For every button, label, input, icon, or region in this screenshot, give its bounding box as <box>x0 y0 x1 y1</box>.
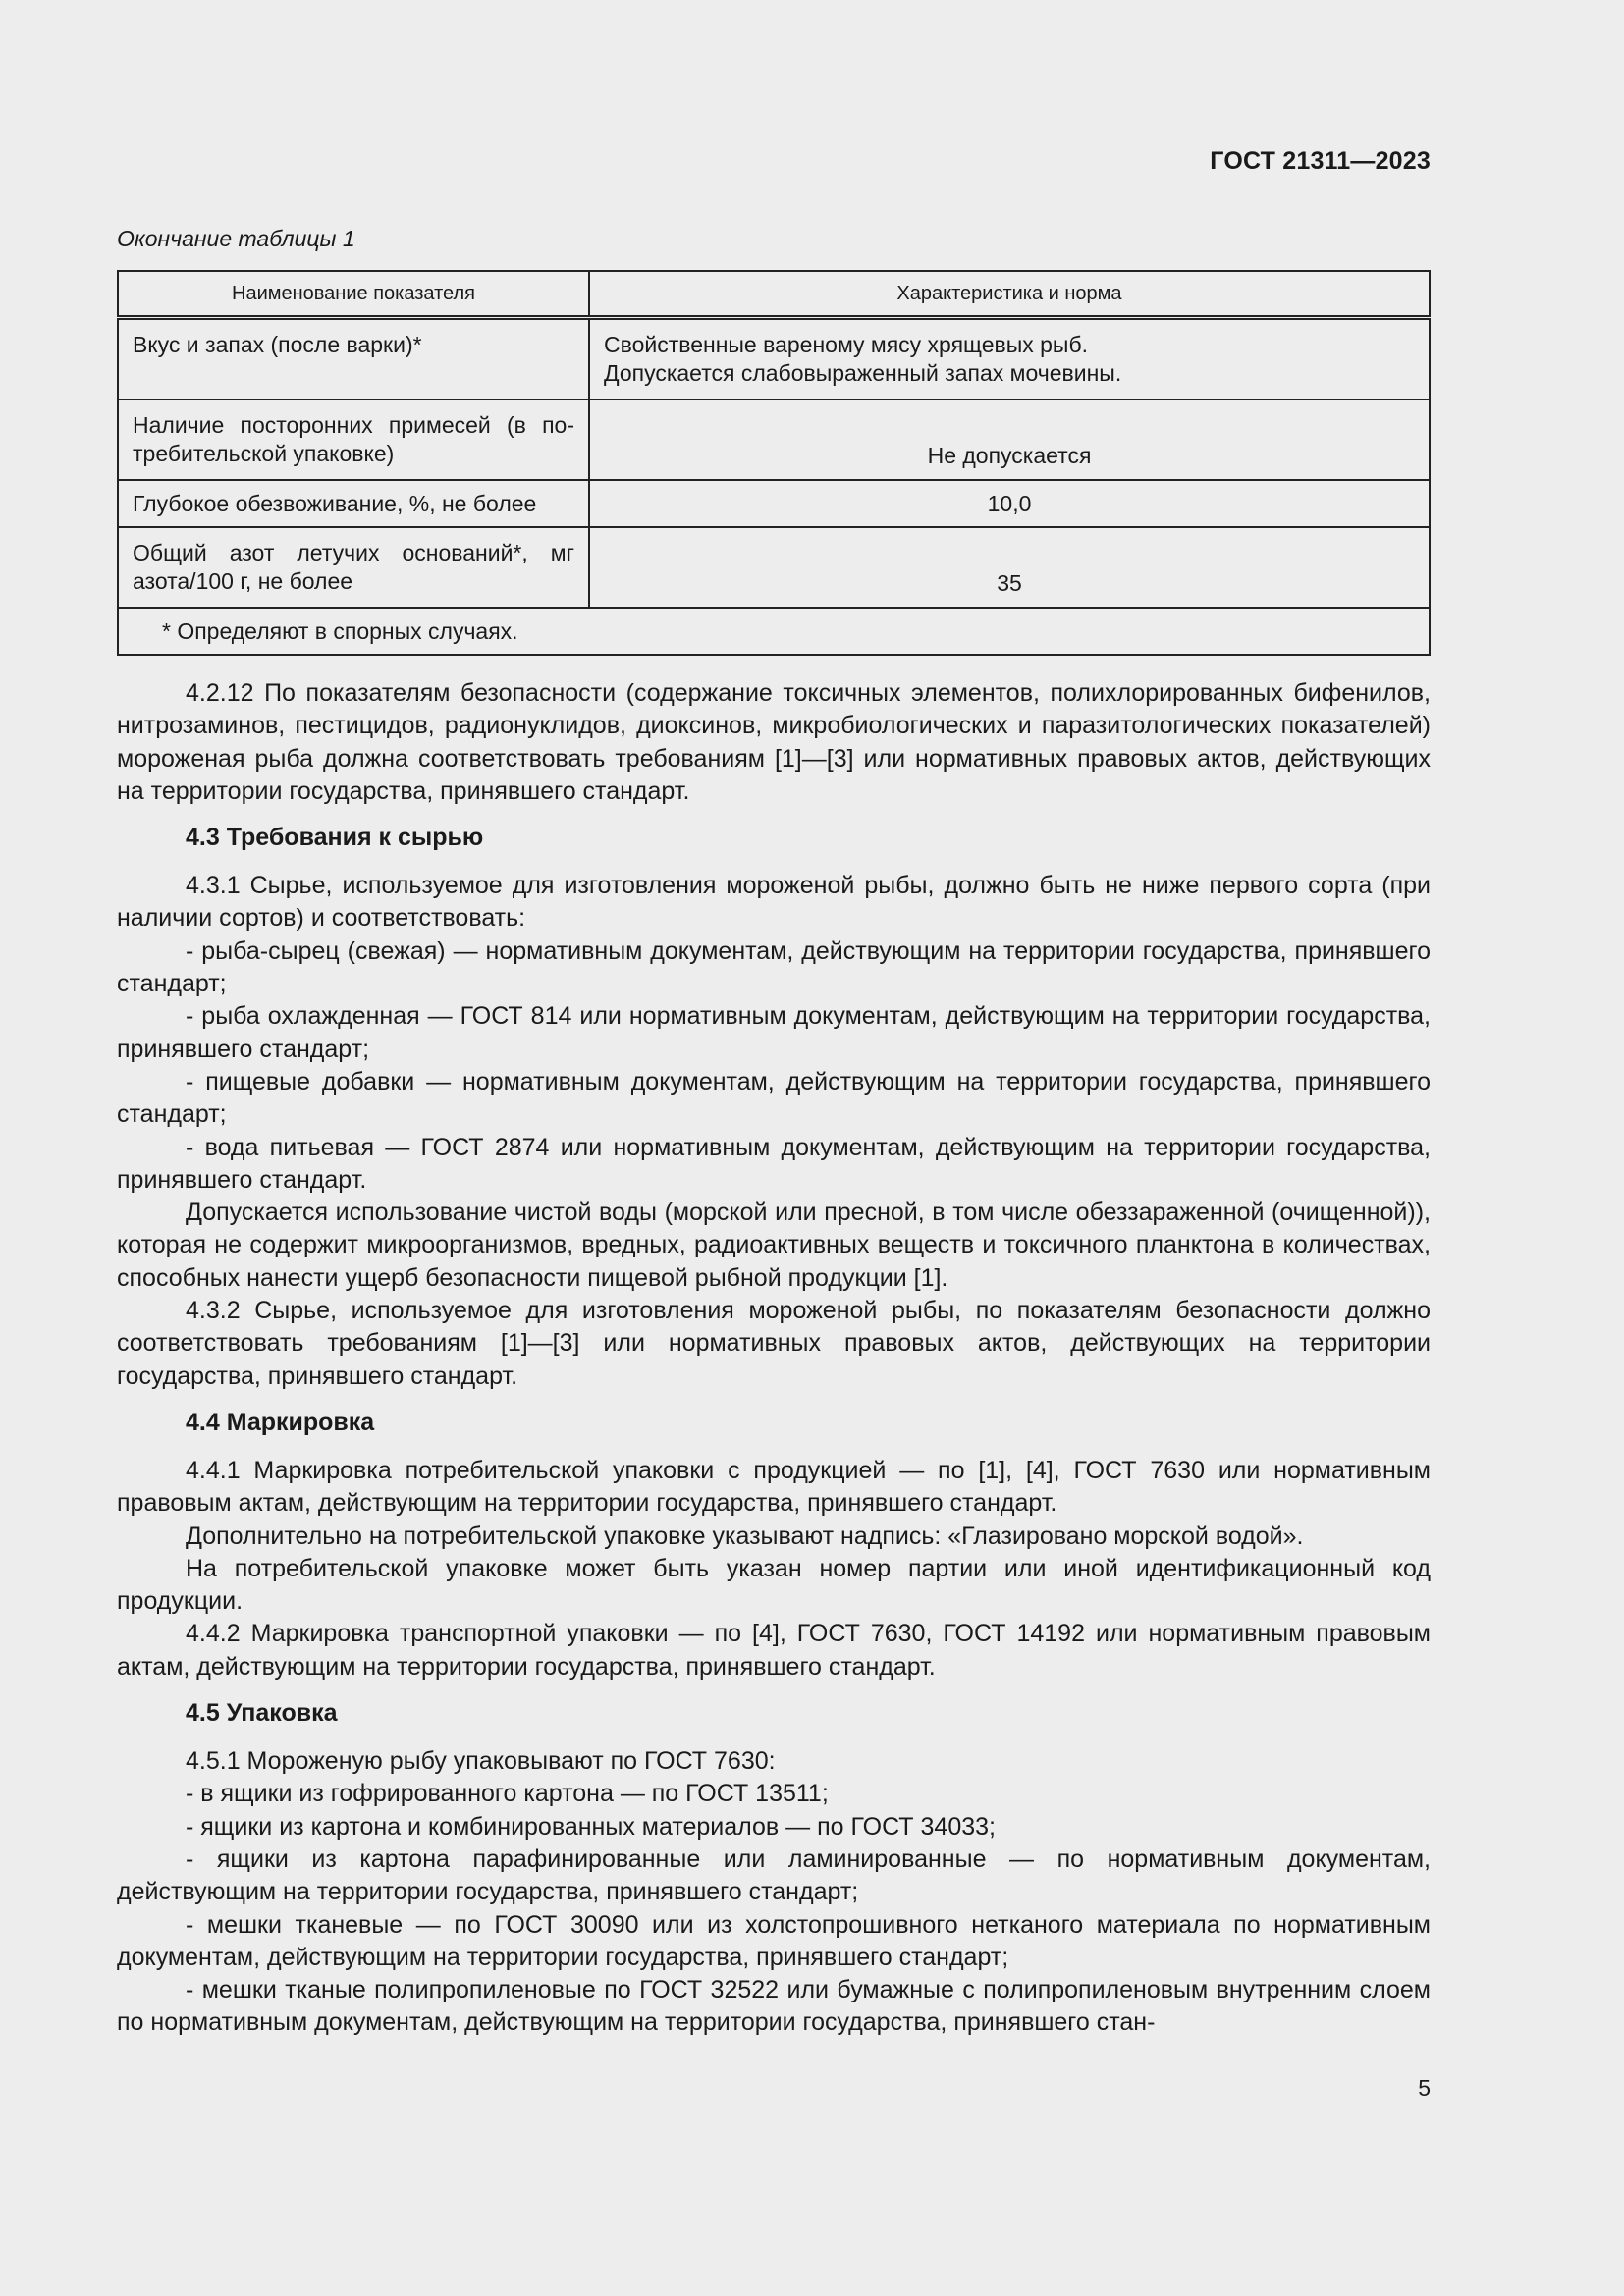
list-item: - ящики из картона и комбинированных материалов — по ГОСТ 34033; <box>186 1812 996 1841</box>
list-item: - рыба охлажденная — ГОСТ 814 или нормативным документам, действующим на территории государства, принявшего стандарт; <box>117 1002 1431 1063</box>
spec-table <box>117 270 1431 656</box>
column-header-name: Наименование показателя <box>118 271 589 318</box>
table-header-row <box>118 271 1430 318</box>
paragraph-4-3-1: 4.3.1 Сырье, используемое для изготовления мороженой рыбы, должно быть не ниже первого сорта (при наличии сортов) и соответствовать: <box>117 872 1431 933</box>
paragraph-4-4-2: 4.4.2 Маркировка транспортной упаковки — по [4], ГОСТ 7630, ГОСТ 14192 или нормативным правовым актам, действующим на территории государства, принявшего стандарт. <box>117 1620 1431 1681</box>
paragraph-4-2-12: 4.2.12 По показателям безопасности (содержание токсичных элементов, полихлорированных бифенилов, нитрозаминов, пестицидов, радионуклидов, диоксинов, микробиологических и паразитологических показателей) мороженая рыба должна соответствовать требованиям [1]—[3] или нормативных правовых актов, действующих на территории государства, принявшего стандарт. <box>117 679 1431 805</box>
table-row <box>118 400 1430 480</box>
row-name: Наличие посторонних примесей (в по- требительской упаковке) <box>118 400 589 480</box>
row-value-line: Свойственные вареному мясу хрящевых рыб. <box>604 332 1089 357</box>
paragraph-4-3-2: 4.3.2 Сырье, используемое для изготовления мороженой рыбы, по показателям безопасности должно соответствовать требованиям [1]—[3] или нормативных правовых актов, действующих на территории государства, принявшего стандарт. <box>117 1297 1431 1390</box>
row-value: 10,0 <box>589 480 1430 527</box>
section-heading-4-5: 4.5 Упаковка <box>186 1699 338 1728</box>
table-footnote: * Определяют в спорных случаях. <box>118 608 1430 655</box>
list-item: - рыба-сырец (свежая) — нормативным документам, действующим на территории государства, принявшего стандарт; <box>117 936 1431 998</box>
row-value: 35 <box>589 527 1430 608</box>
paragraph-4-4-1: 4.4.1 Маркировка потребительской упаковки с продукцией — по [1], [4], ГОСТ 7630 или нормативным правовым актам, действующим на территории государства, принявшего стандарт. <box>117 1456 1431 1518</box>
paragraph-clean-water: Допускается использование чистой воды (морской или пресной, в том числе обеззараженной (очищенной)), которая не содержит микроорганизмов, вредных, радиоактивных веществ и токсичного планктона в количествах, способных нанести ущерб безопасности пищевой рыбной продукции [1]. <box>117 1199 1431 1292</box>
page-number: 5 <box>1418 2075 1431 2101</box>
document-body <box>117 677 1431 2040</box>
row-name: Общий азот летучих оснований*, мг азота/100 г, не более <box>118 527 589 608</box>
list-item: - в ящики из гофрированного картона — по ГОСТ 13511; <box>186 1780 829 1808</box>
list-item: - пищевые добавки — нормативным документам, действующим на территории государства, принявшего стандарт; <box>117 1067 1431 1129</box>
table-row <box>118 527 1430 608</box>
table-row <box>118 480 1430 527</box>
row-name: Глубокое обезвоживание, %, не более <box>118 480 589 527</box>
list-item: - вода питьевая — ГОСТ 2874 или нормативным документам, действующим на территории государства, принявшего стандарт. <box>117 1133 1431 1194</box>
table-footnote-row <box>118 608 1430 655</box>
section-heading-4-4: 4.4 Маркировка <box>186 1408 375 1436</box>
table-caption: Окончание таблицы 1 <box>117 226 355 251</box>
paragraph-inscription: Дополнительно на потребительской упаковке указывают надпись: «Глазировано морской водой». <box>186 1522 1304 1550</box>
row-value-line: Допускается слабовыраженный запах мочевины. <box>604 360 1122 386</box>
row-name: Вкус и запах (после варки)* <box>118 318 589 400</box>
paragraph-4-5-1: 4.5.1 Мороженую рыбу упаковывают по ГОСТ 7630: <box>186 1747 776 1776</box>
section-heading-4-3: 4.3 Требования к сырью <box>186 824 484 852</box>
document-standard-number: ГОСТ 21311—2023 <box>1210 147 1431 175</box>
paragraph-batch: На потребительской упаковке может быть указан номер партии или иной идентификационный код продукции. <box>117 1554 1431 1616</box>
row-value: Не допускается <box>589 400 1430 480</box>
column-header-value: Характеристика и норма <box>589 271 1430 318</box>
row-value <box>589 318 1430 400</box>
list-item: - мешки тканевые — по ГОСТ 30090 или из холстопрошивного нетканого материала по нормативным документам, действующим на территории государства, принявшего стандарт; <box>117 1910 1431 1971</box>
list-item: - ящики из картона парафинированные или ламинированные — по нормативным документам, действующим на территории государства, принявшего стандарт; <box>117 1844 1431 1906</box>
table-row <box>118 318 1430 400</box>
list-item: - мешки тканые полипропиленовые по ГОСТ 32522 или бумажные с полипропиленовым внутренним слоем по нормативным документам, действующим на территории государства, принявшего стан- <box>117 1976 1431 2037</box>
